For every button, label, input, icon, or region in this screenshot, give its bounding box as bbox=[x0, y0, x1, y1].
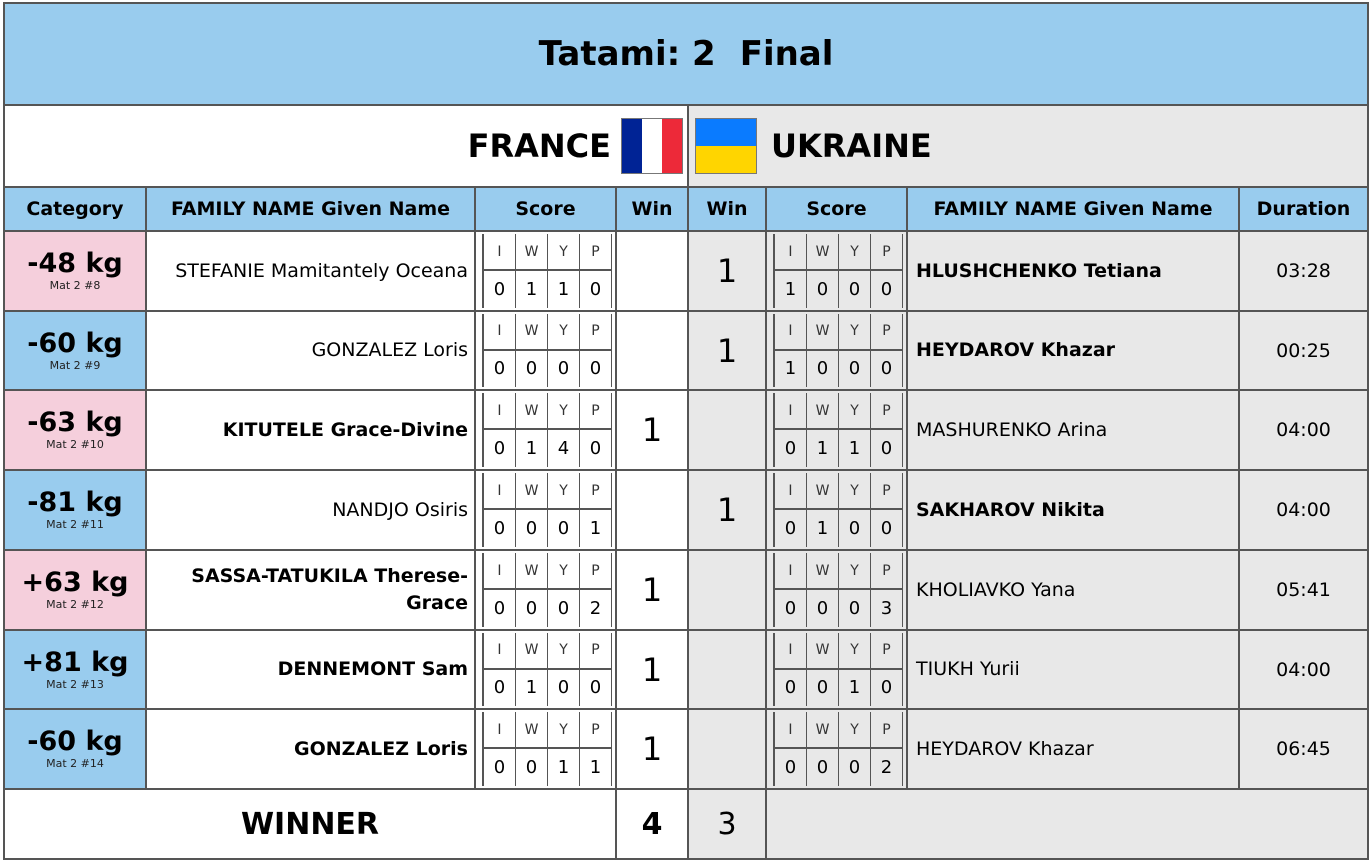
left-win-cell: 1 bbox=[617, 391, 689, 471]
left-win-cell: 1 bbox=[617, 631, 689, 710]
left-score-value: 0 bbox=[484, 590, 516, 627]
footer-empty bbox=[767, 790, 1367, 858]
left-score-value: 4 bbox=[548, 430, 580, 467]
left-score-value: 0 bbox=[516, 590, 548, 627]
left-athlete-name: SASSA-TATUKILA Therese-Grace bbox=[147, 551, 476, 631]
left-score-value: 0 bbox=[516, 749, 548, 786]
left-score-grid bbox=[482, 473, 612, 547]
duration-cell: 03:28 bbox=[1240, 232, 1367, 312]
right-score-value: 0 bbox=[871, 430, 903, 467]
right-score-value: 0 bbox=[839, 271, 871, 308]
right-score-value: 0 bbox=[775, 749, 807, 786]
category-cell bbox=[5, 312, 147, 391]
left-athlete-name: GONZALEZ Loris bbox=[147, 312, 476, 391]
right-score-value: 0 bbox=[807, 271, 839, 308]
weight-class: -81 kg bbox=[27, 487, 123, 518]
right-score-label: Y bbox=[839, 553, 871, 590]
right-score-label: I bbox=[775, 314, 807, 351]
right-name-header: FAMILY NAME Given Name bbox=[908, 188, 1240, 232]
left-score-label: P bbox=[580, 314, 612, 351]
right-score-label: Y bbox=[839, 234, 871, 271]
right-win-header: Win bbox=[689, 188, 767, 232]
mat-label: Mat 2 #8 bbox=[49, 279, 101, 292]
right-score-label: P bbox=[871, 712, 903, 749]
left-score-value: 1 bbox=[516, 271, 548, 308]
right-score-grid bbox=[773, 633, 903, 706]
right-score-value: 2 bbox=[871, 749, 903, 786]
left-score-cell bbox=[476, 710, 617, 790]
right-athlete-name: TIUKH Yurii bbox=[908, 631, 1240, 710]
category-cell bbox=[5, 232, 147, 312]
right-score-value: 0 bbox=[839, 351, 871, 388]
left-score-value: 1 bbox=[548, 749, 580, 786]
left-score-grid bbox=[482, 633, 612, 706]
left-score-cell bbox=[476, 232, 617, 312]
right-score-value: 0 bbox=[807, 749, 839, 786]
right-score-grid bbox=[773, 314, 903, 387]
right-score-value: 0 bbox=[807, 590, 839, 627]
right-score-label: Y bbox=[839, 712, 871, 749]
right-score-grid bbox=[773, 473, 903, 547]
team-left-header bbox=[5, 106, 689, 188]
title-bar bbox=[5, 4, 1367, 106]
left-score-value: 0 bbox=[484, 271, 516, 308]
left-score-label: W bbox=[516, 393, 548, 430]
team-right-header bbox=[689, 106, 1367, 188]
right-score-value: 0 bbox=[839, 749, 871, 786]
right-score-label: Y bbox=[839, 473, 871, 510]
left-score-label: P bbox=[580, 234, 612, 271]
right-score-value: 0 bbox=[839, 510, 871, 547]
right-score-label: W bbox=[807, 314, 839, 351]
right-score-grid bbox=[773, 234, 903, 308]
team-right-name: UKRAINE bbox=[771, 127, 932, 165]
mat-label: Mat 2 #9 bbox=[49, 358, 101, 372]
left-win-header: Win bbox=[617, 188, 689, 232]
left-name-header: FAMILY NAME Given Name bbox=[147, 188, 476, 232]
right-score-value: 0 bbox=[775, 590, 807, 627]
right-athlete-name: HEYDAROV Khazar bbox=[908, 312, 1240, 391]
france-flag-icon bbox=[621, 118, 683, 174]
right-score-cell bbox=[767, 391, 908, 471]
right-athlete-name: MASHURENKO Arina bbox=[908, 391, 1240, 471]
left-score-label: W bbox=[516, 712, 548, 749]
left-score-grid bbox=[482, 553, 612, 627]
right-win-cell: 1 bbox=[689, 232, 767, 312]
left-score-value: 0 bbox=[580, 670, 612, 707]
duration-cell: 05:41 bbox=[1240, 551, 1367, 631]
left-score-label: W bbox=[516, 473, 548, 510]
left-score-value: 0 bbox=[484, 351, 516, 388]
right-score-value: 0 bbox=[871, 510, 903, 547]
team-left-name: FRANCE bbox=[467, 127, 611, 165]
right-score-label: P bbox=[871, 633, 903, 670]
left-score-grid bbox=[482, 234, 612, 308]
category-cell bbox=[5, 631, 147, 710]
right-score-grid bbox=[773, 393, 903, 467]
left-score-label: W bbox=[516, 553, 548, 590]
left-score-label: I bbox=[484, 553, 516, 590]
right-score-label: I bbox=[775, 234, 807, 271]
left-score-label: I bbox=[484, 314, 516, 351]
left-score-label: Y bbox=[548, 712, 580, 749]
left-score-label: I bbox=[484, 473, 516, 510]
scoreboard bbox=[3, 2, 1369, 860]
left-score-label: Y bbox=[548, 393, 580, 430]
right-score-value: 0 bbox=[871, 271, 903, 308]
right-athlete-name: HEYDAROV Khazar bbox=[908, 710, 1240, 790]
duration-cell: 04:00 bbox=[1240, 391, 1367, 471]
left-score-grid bbox=[482, 314, 612, 387]
tatami-label: Tatami: 2 bbox=[538, 34, 716, 74]
left-score-label: I bbox=[484, 234, 516, 271]
left-athlete-name: KITUTELE Grace-Divine bbox=[147, 391, 476, 471]
duration-header: Duration bbox=[1240, 188, 1367, 232]
left-score-value: 1 bbox=[580, 510, 612, 547]
left-score-label: Y bbox=[548, 234, 580, 271]
right-score-label: P bbox=[871, 314, 903, 351]
left-score-value: 0 bbox=[548, 590, 580, 627]
right-score-value: 1 bbox=[839, 430, 871, 467]
right-score-cell bbox=[767, 471, 908, 551]
mat-label: Mat 2 #14 bbox=[46, 757, 104, 770]
left-score-cell bbox=[476, 312, 617, 391]
right-win-cell: 1 bbox=[689, 471, 767, 551]
duration-cell: 06:45 bbox=[1240, 710, 1367, 790]
left-score-label: I bbox=[484, 712, 516, 749]
duration-cell: 04:00 bbox=[1240, 631, 1367, 710]
right-score-label: I bbox=[775, 712, 807, 749]
duration-cell: 00:25 bbox=[1240, 312, 1367, 391]
left-score-label: W bbox=[516, 633, 548, 670]
right-score-label: I bbox=[775, 633, 807, 670]
left-score-value: 1 bbox=[516, 430, 548, 467]
right-score-value: 0 bbox=[871, 351, 903, 388]
weight-class: -60 kg bbox=[27, 327, 123, 359]
right-score-value: 3 bbox=[871, 590, 903, 627]
right-score-value: 0 bbox=[775, 670, 807, 707]
right-score-label: W bbox=[807, 234, 839, 271]
right-score-grid bbox=[773, 712, 903, 786]
right-score-value: 0 bbox=[775, 430, 807, 467]
left-win-cell bbox=[617, 232, 689, 312]
right-win-cell bbox=[689, 551, 767, 631]
left-score-label: P bbox=[580, 633, 612, 670]
left-total: 4 bbox=[617, 790, 689, 858]
round-label: Final bbox=[739, 34, 834, 74]
left-score-value: 0 bbox=[548, 351, 580, 388]
right-win-cell bbox=[689, 631, 767, 710]
mat-label: Mat 2 #10 bbox=[46, 438, 104, 451]
right-score-cell bbox=[767, 631, 908, 710]
weight-class: -60 kg bbox=[27, 726, 123, 757]
left-score-value: 0 bbox=[548, 510, 580, 547]
left-score-label: I bbox=[484, 633, 516, 670]
left-score-value: 0 bbox=[484, 670, 516, 707]
category-cell bbox=[5, 551, 147, 631]
left-score-value: 0 bbox=[580, 351, 612, 388]
left-win-cell: 1 bbox=[617, 710, 689, 790]
weight-class: -63 kg bbox=[27, 407, 123, 438]
right-score-label: W bbox=[807, 553, 839, 590]
left-win-cell bbox=[617, 312, 689, 391]
left-score-value: 0 bbox=[516, 510, 548, 547]
weight-class: +81 kg bbox=[21, 646, 129, 678]
left-score-value: 2 bbox=[580, 590, 612, 627]
left-score-value: 0 bbox=[580, 271, 612, 308]
winner-label: WINNER bbox=[5, 790, 617, 858]
left-score-value: 0 bbox=[484, 430, 516, 467]
right-score-label: Y bbox=[839, 633, 871, 670]
right-score-value: 0 bbox=[839, 590, 871, 627]
left-athlete-name: DENNEMONT Sam bbox=[147, 631, 476, 710]
right-win-cell: 1 bbox=[689, 312, 767, 391]
left-score-label: Y bbox=[548, 473, 580, 510]
left-score-value: 0 bbox=[580, 430, 612, 467]
right-score-cell bbox=[767, 312, 908, 391]
left-score-cell bbox=[476, 631, 617, 710]
right-score-label: W bbox=[807, 473, 839, 510]
right-athlete-name: KHOLIAVKO Yana bbox=[908, 551, 1240, 631]
right-athlete-name: HLUSHCHENKO Tetiana bbox=[908, 232, 1240, 312]
left-score-label: P bbox=[580, 712, 612, 749]
right-score-label: P bbox=[871, 553, 903, 590]
right-score-value: 0 bbox=[807, 670, 839, 707]
weight-class: -48 kg bbox=[27, 248, 123, 279]
left-score-cell bbox=[476, 391, 617, 471]
left-score-label: W bbox=[516, 234, 548, 271]
left-athlete-name: GONZALEZ Loris bbox=[147, 710, 476, 790]
left-score-label: Y bbox=[548, 633, 580, 670]
left-score-label: Y bbox=[548, 314, 580, 351]
right-score-label: I bbox=[775, 473, 807, 510]
left-athlete-name: STEFANIE Mamitantely Oceana bbox=[147, 232, 476, 312]
right-score-label: W bbox=[807, 393, 839, 430]
right-score-value: 0 bbox=[871, 670, 903, 707]
left-athlete-name: NANDJO Osiris bbox=[147, 471, 476, 551]
right-score-value: 1 bbox=[775, 351, 807, 388]
left-score-label: W bbox=[516, 314, 548, 351]
left-score-label: P bbox=[580, 473, 612, 510]
right-score-cell bbox=[767, 551, 908, 631]
left-score-label: P bbox=[580, 553, 612, 590]
weight-class: +63 kg bbox=[21, 567, 129, 598]
left-score-value: 1 bbox=[580, 749, 612, 786]
category-cell bbox=[5, 710, 147, 790]
left-win-cell: 1 bbox=[617, 551, 689, 631]
left-score-label: P bbox=[580, 393, 612, 430]
right-score-label: P bbox=[871, 393, 903, 430]
right-score-header: Score bbox=[767, 188, 908, 232]
left-score-label: Y bbox=[548, 553, 580, 590]
right-score-value: 1 bbox=[807, 430, 839, 467]
right-score-label: Y bbox=[839, 393, 871, 430]
left-score-value: 0 bbox=[484, 749, 516, 786]
right-score-label: W bbox=[807, 712, 839, 749]
right-total: 3 bbox=[689, 790, 767, 858]
category-header: Category bbox=[5, 188, 147, 232]
right-score-grid bbox=[773, 553, 903, 627]
left-score-value: 0 bbox=[516, 351, 548, 388]
left-win-cell bbox=[617, 471, 689, 551]
right-score-label: I bbox=[775, 553, 807, 590]
left-score-cell bbox=[476, 551, 617, 631]
mat-label: Mat 2 #13 bbox=[46, 677, 104, 691]
right-score-value: 1 bbox=[775, 271, 807, 308]
category-cell bbox=[5, 391, 147, 471]
right-score-label: I bbox=[775, 393, 807, 430]
left-score-cell bbox=[476, 471, 617, 551]
left-score-value: 1 bbox=[548, 271, 580, 308]
left-score-grid bbox=[482, 393, 612, 467]
right-score-value: 1 bbox=[807, 510, 839, 547]
mat-label: Mat 2 #11 bbox=[46, 518, 104, 531]
mat-label: Mat 2 #12 bbox=[46, 598, 104, 611]
right-score-label: P bbox=[871, 473, 903, 510]
right-athlete-name: SAKHAROV Nikita bbox=[908, 471, 1240, 551]
right-score-cell bbox=[767, 232, 908, 312]
right-win-cell bbox=[689, 710, 767, 790]
duration-cell: 04:00 bbox=[1240, 471, 1367, 551]
right-score-label: P bbox=[871, 234, 903, 271]
left-score-value: 0 bbox=[484, 510, 516, 547]
left-score-value: 0 bbox=[548, 670, 580, 707]
left-score-grid bbox=[482, 712, 612, 786]
right-score-value: 1 bbox=[839, 670, 871, 707]
right-score-label: W bbox=[807, 633, 839, 670]
right-score-value: 0 bbox=[775, 510, 807, 547]
right-win-cell bbox=[689, 391, 767, 471]
left-score-header: Score bbox=[476, 188, 617, 232]
right-score-value: 0 bbox=[807, 351, 839, 388]
right-score-label: Y bbox=[839, 314, 871, 351]
left-score-value: 1 bbox=[516, 670, 548, 707]
ukraine-flag-icon bbox=[695, 118, 757, 174]
left-score-label: I bbox=[484, 393, 516, 430]
category-cell bbox=[5, 471, 147, 551]
right-score-cell bbox=[767, 710, 908, 790]
